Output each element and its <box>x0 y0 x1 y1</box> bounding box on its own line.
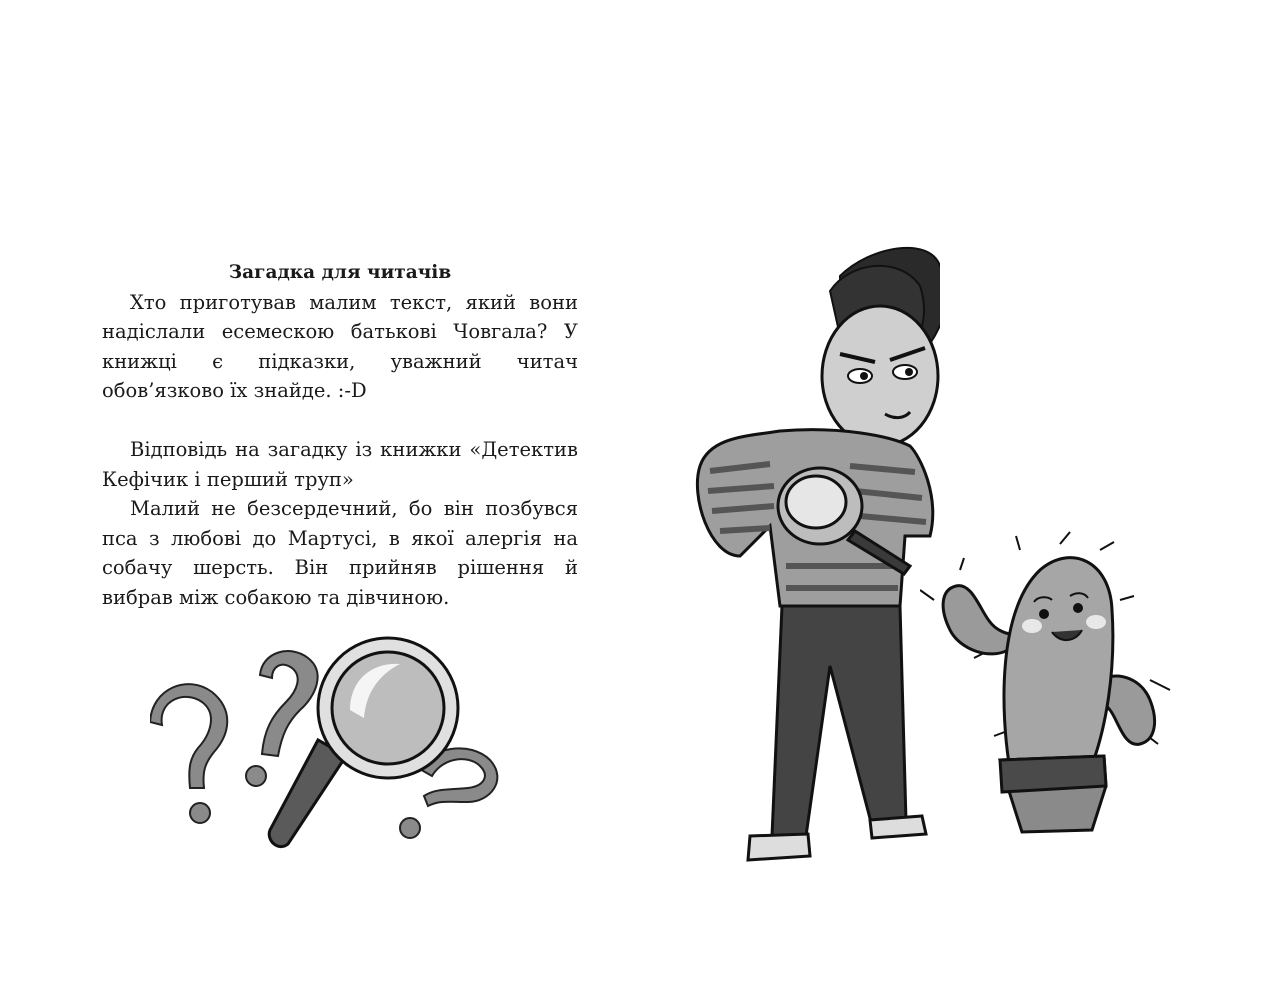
cactus-body <box>1004 558 1113 770</box>
boy-detective-illustration <box>690 236 940 866</box>
face-shape <box>822 306 938 446</box>
trousers-shape <box>772 606 906 836</box>
question-mark-icon <box>150 684 227 823</box>
riddle-body: Хто приготував малим текст, який вони надіслали есемескою батькові Човгала? У книжці є підказки, уважний читач обов’язково їх знайде. :-D <box>102 290 578 402</box>
magnifier-question-marks-illustration <box>150 630 510 860</box>
answer-body: Малий не безсердечний, бо він позбувся пса з любові до Мартусі, в якої алергія на собачу шерсть. Він прийняв рішення й вибрав між собакою та дівчиною. <box>102 497 578 609</box>
cactus-arm-left <box>943 586 1012 654</box>
cactus-illustration <box>920 530 1180 840</box>
shoe-left <box>748 834 810 860</box>
paragraph-gap <box>102 406 578 436</box>
shoe-right <box>870 816 926 838</box>
riddle-title: Загадка для читачів <box>228 262 452 283</box>
text-column <box>102 258 578 612</box>
answer-intro: Відповідь на загадку із книжки «Детектив Кефічик і перший труп» <box>102 438 578 491</box>
